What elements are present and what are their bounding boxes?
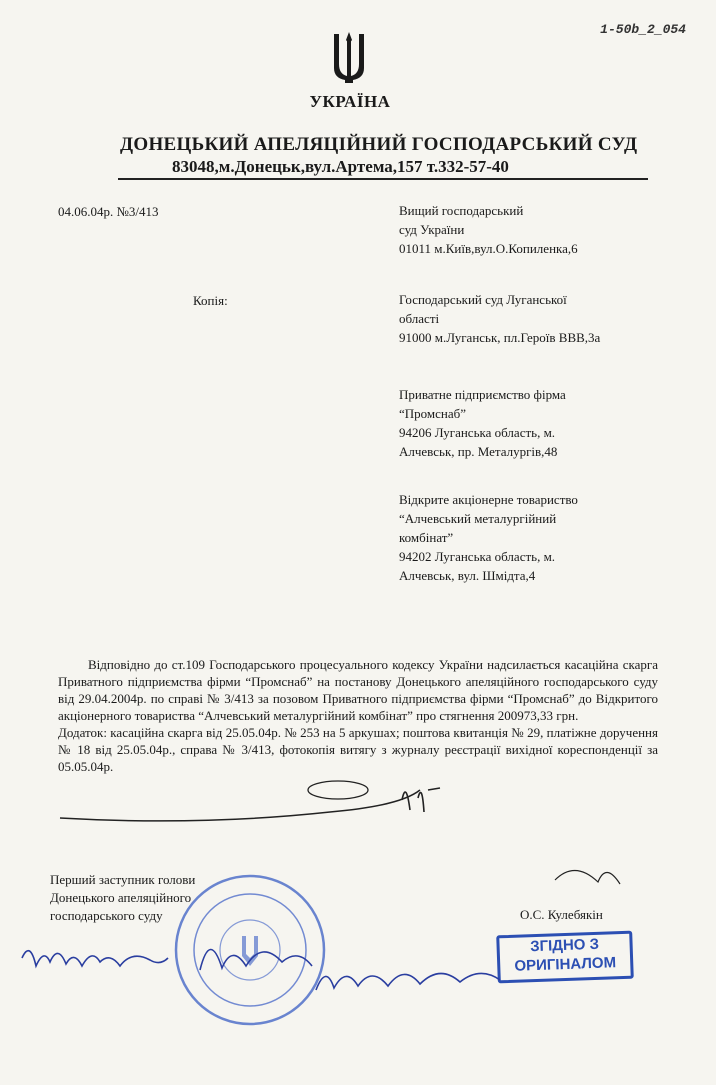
letter-body bbox=[58, 656, 658, 775]
official-seal bbox=[170, 870, 330, 1030]
certified-copy-stamp bbox=[496, 931, 634, 984]
recipient-block bbox=[399, 290, 679, 347]
attachment-paragraph: Додаток: касаційна скарга від 25.05.04р. № 253 на 5 аркушах; поштова квитанція № 29, платіжне доручення № 18 від 25.05.04р., справа № 3/413, фотокопія витягу з журналу реєстрації вихідної кореспонденції за 05.05.04р. bbox=[58, 725, 658, 774]
recipient-line: Відкрите акціонерне товариство bbox=[399, 492, 578, 507]
handwritten-signature bbox=[22, 951, 168, 966]
recipient-line: “Промснаб” bbox=[399, 406, 467, 421]
signer-position-line: Перший заступник голови bbox=[50, 872, 196, 887]
recipient-line: суд України bbox=[399, 222, 465, 237]
recipient-line: області bbox=[399, 311, 440, 326]
handwritten-circle bbox=[308, 781, 368, 799]
copy-label: Копія: bbox=[193, 293, 228, 308]
recipient-block bbox=[399, 201, 679, 258]
handwritten-signature bbox=[316, 973, 500, 990]
handwritten-initials bbox=[402, 788, 440, 812]
court-name: ДОНЕЦЬКИЙ АПЕЛЯЦІЙНИЙ ГОСПОДАРСЬКИЙ СУД bbox=[120, 134, 638, 155]
recipient-line: 91000 м.Луганськ, пл.Героїв ВВВ,3а bbox=[399, 330, 601, 345]
stamp-line: ОРИГІНАЛОМ bbox=[514, 954, 617, 975]
recipient-line: Приватне підприємство фірма bbox=[399, 387, 566, 402]
signer-name: О.С. Кулебякін bbox=[520, 907, 603, 922]
document-id: 1-50b_2_054 bbox=[600, 22, 686, 37]
handwritten-signature bbox=[555, 870, 620, 884]
handwritten-underline bbox=[60, 790, 420, 821]
signer-position-line: господарського суду bbox=[50, 908, 163, 923]
court-address: 83048,м.Донецьк,вул.Артема,157 т.332-57-40 bbox=[172, 157, 509, 176]
recipient-line: Алчевськ, вул. Шмідта,4 bbox=[399, 568, 536, 583]
trident-emblem-icon bbox=[331, 30, 367, 84]
date-and-number: 04.06.04р. №3/413 bbox=[58, 204, 159, 219]
recipient-line: 94202 Луганська область, м. bbox=[399, 549, 556, 564]
recipient-line: Вищий господарський bbox=[399, 203, 524, 218]
recipient-line: 01011 м.Київ,вул.О.Копиленка,6 bbox=[399, 241, 578, 256]
recipient-line: комбінат” bbox=[399, 530, 454, 545]
stamp-line: ЗГІДНО З bbox=[529, 935, 600, 956]
main-paragraph: Відповідно до ст.109 Господарського процесуального кодексу України надсилається касаційна скарга Приватного підприємства фірми “Промснаб” на постанову Донецького апеляційного господарського суду від 29.04.2004р. по справі № 3/413 за позовом Приватного підприємства фірми “Промснаб” до Відкритого акціонерного товариства “Алчевський металургійний комбінат” про стягнення 200973,33 грн. bbox=[58, 657, 658, 723]
country-heading: УКРАЇНА bbox=[309, 92, 391, 111]
recipient-line: “Алчевський металургійний bbox=[399, 511, 557, 526]
recipient-line: Алчевськ, пр. Металургів,48 bbox=[399, 444, 558, 459]
recipient-line: 94206 Луганська область, м. bbox=[399, 425, 556, 440]
header-divider bbox=[118, 178, 648, 180]
recipient-line: Господарський суд Луганської bbox=[399, 292, 567, 307]
signer-position-line: Донецького апеляційного bbox=[50, 890, 192, 905]
recipient-block bbox=[399, 385, 679, 461]
recipient-block bbox=[399, 490, 679, 585]
